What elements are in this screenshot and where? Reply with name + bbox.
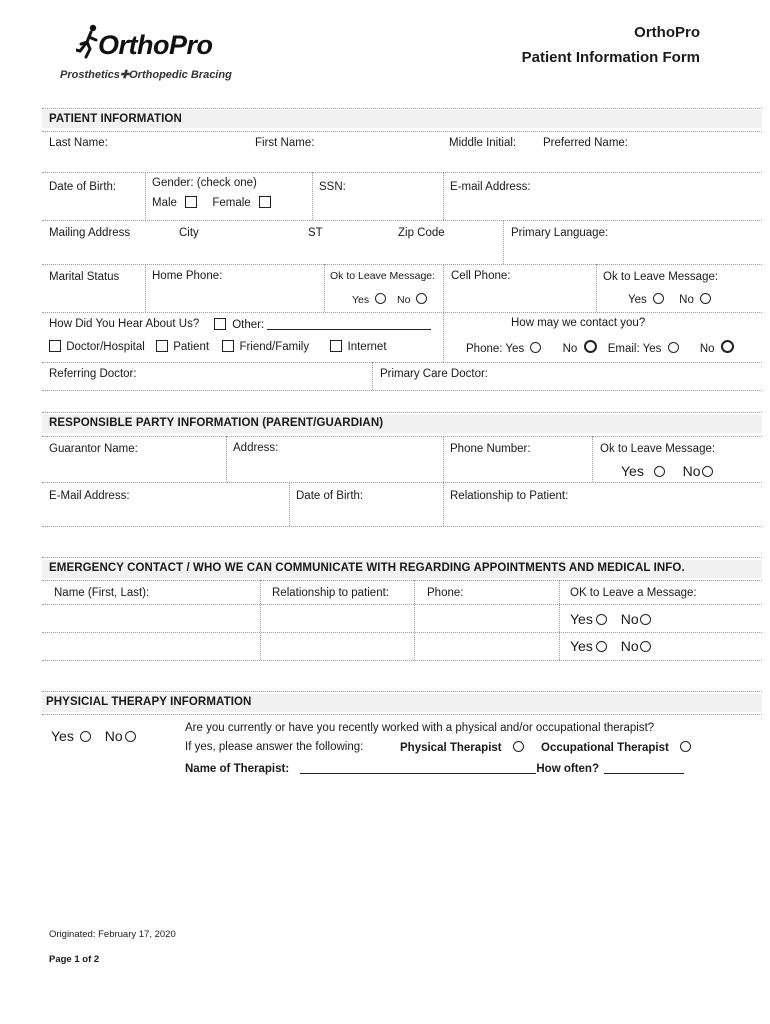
home-msg-options (352, 293, 427, 306)
label-no: No (620, 611, 639, 627)
section-heading-responsible: RESPONSIBLE PARTY INFORMATION (PARENT/GUARDIAN) (49, 417, 384, 429)
physical-therapist-radio[interactable] (513, 741, 524, 752)
label-marital-status: Marital Status (49, 271, 120, 283)
label-friend-family: Friend/Family (239, 341, 310, 353)
how-often-line[interactable] (604, 762, 684, 774)
label-yes: Yes (621, 463, 644, 479)
other-checkbox[interactable] (214, 318, 226, 330)
rp-msg-options (621, 463, 713, 479)
label-doctor-hospital: Doctor/Hospital (66, 341, 145, 353)
label-phone-yes: Phone: Yes (466, 343, 525, 355)
label-no: No (682, 463, 701, 479)
label-dob: Date of Birth: (49, 181, 117, 193)
home-msg-no-radio[interactable] (416, 293, 427, 304)
pt-therapist-type (400, 741, 691, 754)
pt-if-yes: If yes, please answer the following: (185, 741, 364, 753)
label-email-yes: Email: Yes (607, 343, 662, 355)
label-no: No (104, 728, 123, 744)
label-ec-relationship: Relationship to patient: (272, 587, 389, 599)
title-form: Patient Information Form (521, 49, 700, 66)
pt-options (51, 728, 136, 744)
contact-options (466, 340, 734, 355)
label-physical-therapist: Physical Therapist (400, 742, 502, 754)
internet-checkbox[interactable] (330, 340, 342, 352)
doctor-hospital-checkbox[interactable] (49, 340, 61, 352)
ec1-no-radio[interactable] (640, 614, 651, 625)
label-gender: Gender: (check one) (152, 177, 257, 189)
label-rp-dob: Date of Birth: (296, 490, 364, 502)
logo-text: OrthoPro (98, 30, 213, 60)
label-no: No (620, 638, 639, 654)
label-how-often: How often? (536, 763, 599, 775)
label-ok-leave-msg-cell: Ok to Leave Message: (603, 271, 719, 283)
label-guarantor-name: Guarantor Name: (49, 443, 138, 455)
label-internet: Internet (347, 341, 387, 353)
cell-msg-no-radio[interactable] (700, 293, 711, 304)
label-rp-address: Address: (233, 442, 279, 454)
page-number: Page 1 of 2 (49, 954, 100, 965)
label-home-phone: Home Phone: (152, 270, 223, 282)
label-ec-name: Name (First, Last): (54, 587, 150, 599)
label-yes: Yes (570, 611, 593, 627)
referral-options (49, 340, 387, 353)
section-heading-emergency: EMERGENCY CONTACT / WHO WE CAN COMMUNICATE WITH REGARDING APPOINTMENTS AND MEDICAL INFO. (49, 562, 685, 574)
label-mailing-address: Mailing Address (49, 227, 131, 239)
label-other: Other: (232, 319, 265, 331)
label-female: Female (212, 197, 251, 209)
ec2-yes-radio[interactable] (596, 641, 607, 652)
label-rp-email: E-Mail Address: (49, 490, 130, 502)
pt-question: Are you currently or have you recently worked with a physical and/or occupational therapist? (185, 722, 655, 734)
label-st: ST (308, 227, 323, 239)
label-referring-doctor: Referring Doctor: (49, 368, 137, 380)
ec-msg-options-row1 (570, 611, 651, 627)
label-last-name: Last Name: (49, 137, 108, 149)
email-no-radio[interactable] (721, 340, 734, 353)
rp-msg-no-radio[interactable] (702, 466, 713, 477)
label-ssn: SSN: (319, 181, 346, 193)
ec1-yes-radio[interactable] (596, 614, 607, 625)
label-rp-relationship: Relationship to Patient: (450, 490, 569, 502)
section-heading-patient: PATIENT INFORMATION (49, 113, 182, 125)
home-msg-yes-radio[interactable] (375, 293, 386, 304)
label-yes: Yes (628, 294, 647, 306)
label-ec-ok-leave-msg: OK to Leave a Message: (570, 587, 697, 599)
label-male: Male (152, 197, 177, 209)
male-checkbox[interactable] (185, 196, 197, 208)
label-first-name: First Name: (255, 137, 315, 149)
label-preferred-name: Preferred Name: (543, 137, 629, 149)
label-yes: Yes (570, 638, 593, 654)
originated-date: Originated: February 17, 2020 (49, 929, 176, 940)
ec-msg-options-row2 (570, 638, 651, 654)
section-heading-physical-therapy: PHYSICIAL THERAPY INFORMATION (46, 696, 252, 708)
tagline: Prosthetics✚Orthopedic Bracing (60, 69, 232, 81)
pt-no-radio[interactable] (125, 731, 136, 742)
therapist-name-line[interactable] (300, 762, 536, 774)
label-rp-ok-leave-msg: Ok to Leave Message: (600, 443, 716, 455)
label-yes: Yes (51, 728, 74, 744)
label-cell-phone: Cell Phone: (451, 270, 511, 282)
pt-yes-radio[interactable] (80, 731, 91, 742)
label-patient: Patient (173, 341, 210, 353)
label-name-of-therapist: Name of Therapist: (185, 763, 290, 775)
pt-name-row (185, 762, 684, 775)
gender-options (152, 196, 271, 209)
label-how-hear: How Did You Hear About Us? (49, 318, 200, 330)
label-city: City (179, 227, 199, 239)
label-how-contact: How may we contact you? (511, 317, 646, 329)
label-rp-phone: Phone Number: (450, 443, 531, 455)
phone-no-radio[interactable] (584, 340, 597, 353)
label-primary-care-doctor: Primary Care Doctor: (380, 368, 488, 380)
label-no: No (679, 294, 694, 306)
label-no: No (396, 294, 411, 306)
cell-msg-yes-radio[interactable] (653, 293, 664, 304)
email-yes-radio[interactable] (668, 342, 679, 353)
label-zip: Zip Code (398, 227, 445, 239)
other-option (214, 318, 431, 331)
phone-yes-radio[interactable] (530, 342, 541, 353)
label-yes: Yes (352, 294, 370, 306)
label-no: No (562, 343, 578, 355)
patient-checkbox[interactable] (156, 340, 168, 352)
female-checkbox[interactable] (259, 196, 271, 208)
label-middle-initial: Middle Initial: (449, 137, 517, 149)
label-email: E-mail Address: (450, 181, 531, 193)
label-primary-language: Primary Language: (511, 227, 609, 239)
label-no: No (699, 343, 715, 355)
cell-msg-options (628, 293, 711, 306)
label-occupational-therapist: Occupational Therapist (541, 742, 669, 754)
other-text-line[interactable] (267, 318, 431, 330)
occupational-therapist-radio[interactable] (680, 741, 691, 752)
friend-family-checkbox[interactable] (222, 340, 234, 352)
rp-msg-yes-radio[interactable] (654, 466, 665, 477)
label-ok-leave-msg-home: Ok to Leave Message: (330, 270, 436, 282)
label-ec-phone: Phone: (427, 587, 464, 599)
title-company: OrthoPro (634, 24, 700, 41)
ec2-no-radio[interactable] (640, 641, 651, 652)
